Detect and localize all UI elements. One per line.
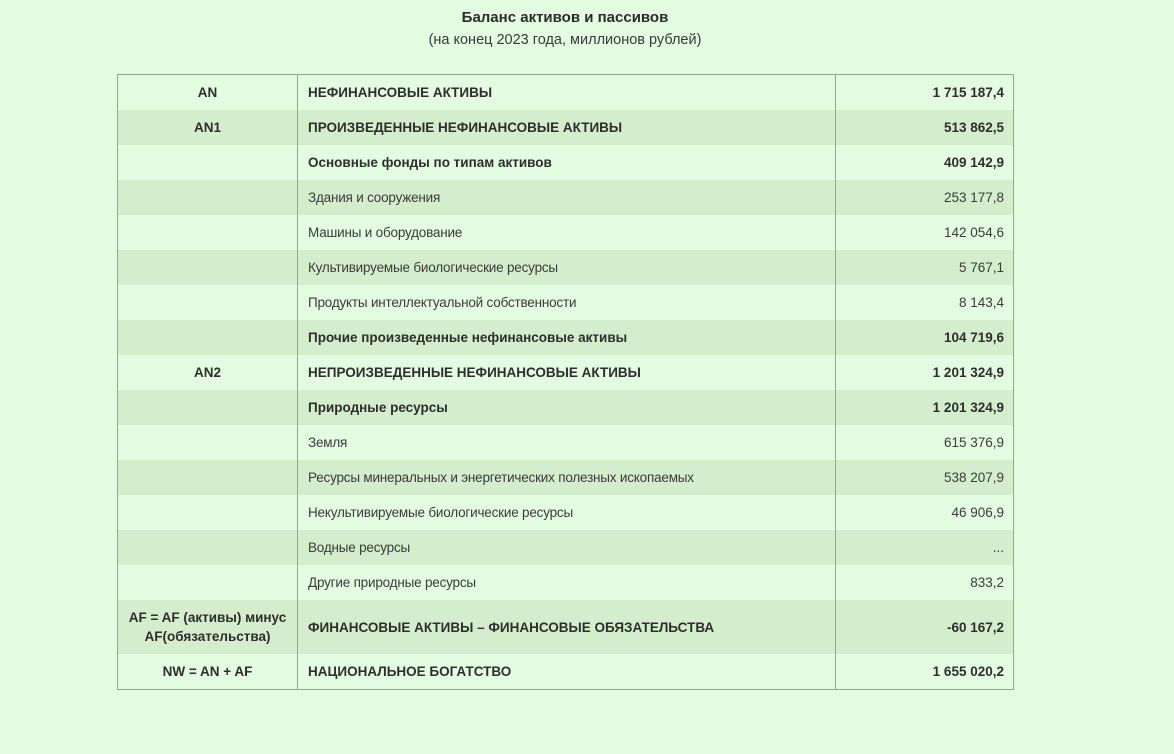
cell-code [118, 460, 298, 495]
table-row [118, 110, 1014, 145]
cell-indicator: Основные фонды по типам активов [298, 145, 836, 180]
cell-code [118, 425, 298, 460]
table-row [118, 425, 1014, 460]
cell-code [118, 180, 298, 215]
cell-code [118, 390, 298, 425]
table-row [118, 215, 1014, 250]
table-row [118, 320, 1014, 355]
cell-value: 1 201 324,9 [932, 400, 1004, 415]
cell-value: 1 201 324,9 [932, 365, 1004, 380]
balance-table [117, 74, 1014, 690]
table-row [118, 355, 1014, 390]
cell-value: 615 376,9 [943, 435, 1004, 450]
cell-value: 8 143,4 [958, 295, 1004, 310]
cell-indicator: Природные ресурсы [298, 390, 836, 425]
cell-indicator: Некультивируемые биологические ресурсы [298, 495, 836, 530]
cell-indicator: ФИНАНСОВЫЕ АКТИВЫ – ФИНАНСОВЫЕ ОБЯЗАТЕЛЬСТВА [298, 600, 836, 654]
cell-code: AN [118, 75, 298, 111]
table-row [118, 180, 1014, 215]
cell-indicator: Ресурсы минеральных и энергетических полезных ископаемых [298, 460, 836, 495]
table-row [118, 530, 1014, 565]
table-row [118, 285, 1014, 320]
cell-code [118, 530, 298, 565]
cell-value: 104 719,6 [943, 330, 1004, 345]
cell-indicator: Земля [298, 425, 836, 460]
table-row [118, 460, 1014, 495]
cell-code: AN2 [118, 355, 298, 390]
cell-value: 833,2 [970, 575, 1004, 590]
cell-indicator: НЕПРОИЗВЕДЕННЫЕ НЕФИНАНСОВЫЕ АКТИВЫ [298, 355, 836, 390]
content-area [117, 0, 1013, 690]
balance-table-body [118, 75, 1014, 690]
cell-value: 253 177,8 [943, 190, 1004, 205]
cell-indicator: Здания и сооружения [298, 180, 836, 215]
cell-code: AN1 [118, 110, 298, 145]
cell-value: 513 862,5 [943, 120, 1004, 135]
table-row [118, 654, 1014, 690]
table-row [118, 600, 1014, 654]
cell-value: 5 767,1 [958, 260, 1004, 275]
cell-value: 538 207,9 [943, 470, 1004, 485]
cell-indicator: Прочие произведенные нефинансовые активы [298, 320, 836, 355]
table-row [118, 390, 1014, 425]
cell-code [118, 320, 298, 355]
cell-code [118, 215, 298, 250]
cell-indicator: НАЦИОНАЛЬНОЕ БОГАТСТВО [298, 654, 836, 690]
table-row [118, 565, 1014, 600]
cell-value: 46 906,9 [951, 505, 1004, 520]
cell-value: -60 167,2 [946, 619, 1004, 635]
cell-value: 1 655 020,2 [932, 664, 1004, 679]
cell-value: 142 054,6 [943, 225, 1004, 240]
cell-indicator: ПРОИЗВЕДЕННЫЕ НЕФИНАНСОВЫЕ АКТИВЫ [298, 110, 836, 145]
cell-value: 1 715 187,4 [932, 85, 1004, 100]
cell-indicator: Культивируемые биологические ресурсы [298, 250, 836, 285]
table-row [118, 250, 1014, 285]
table-row [118, 495, 1014, 530]
cell-code: AF = AF (активы) минус AF(обязательства) [118, 600, 298, 654]
table-row [118, 75, 1014, 111]
cell-indicator: Другие природные ресурсы [298, 565, 836, 600]
cell-code [118, 565, 298, 600]
cell-code [118, 285, 298, 320]
page-title: Баланс активов и пассивов [461, 9, 669, 26]
table-row [118, 145, 1014, 180]
cell-indicator: Машины и оборудование [298, 215, 836, 250]
page-subtitle: (на конец 2023 года, миллионов рублей) [428, 32, 702, 48]
cell-code [118, 495, 298, 530]
cell-indicator: Продукты интеллектуальной собственности [298, 285, 836, 320]
cell-code [118, 145, 298, 180]
cell-code [118, 250, 298, 285]
cell-value: ... [992, 540, 1004, 555]
cell-indicator: Водные ресурсы [298, 530, 836, 565]
cell-value: 409 142,9 [943, 155, 1004, 170]
cell-code: NW = AN + AF [118, 654, 298, 690]
cell-indicator: НЕФИНАНСОВЫЕ АКТИВЫ [298, 75, 836, 111]
